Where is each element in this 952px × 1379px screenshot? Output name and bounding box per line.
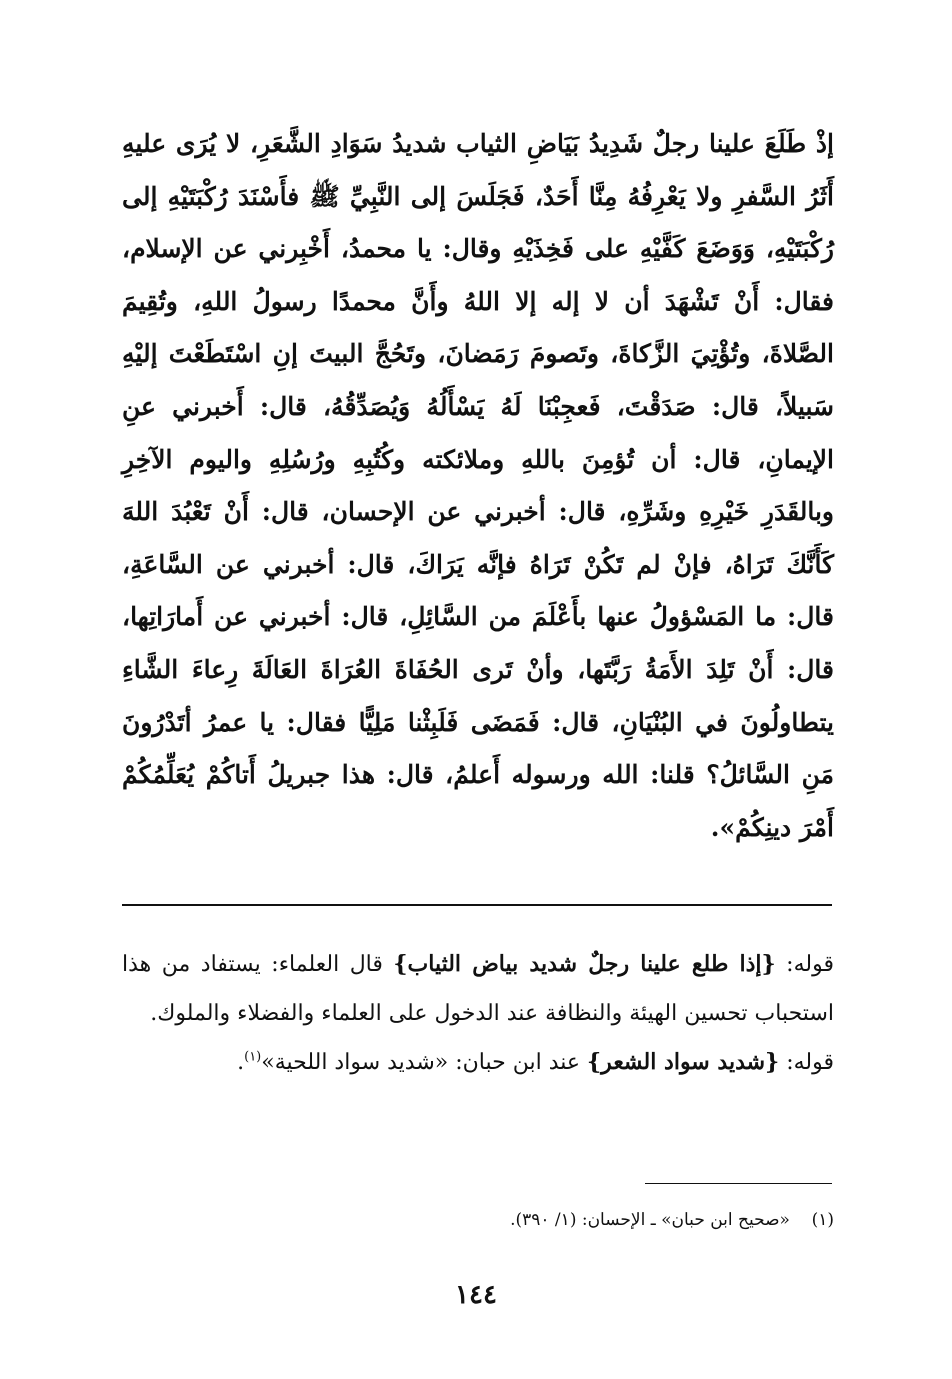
page-number: ١٤٤ <box>455 1280 497 1310</box>
footnote-number: (١) <box>811 1210 834 1230</box>
commentary-paragraph-2 <box>122 1038 834 1087</box>
hadith-text-block <box>122 118 834 854</box>
hadith-paragraph: إذْ طَلَعَ علينا رجلٌ شَدِيدُ بَيَاضِ الثياب شديدُ سَوَادِ الشَّعَرِ، لا يُرَى عليهِ أَثَرُ السَّفرِ ولا يَعْرِفُهُ مِنَّا أَحَدٌ، فَجَلَسَ إلى النَّبِيِّ ﷺ فأَسْنَدَ رُكْبَتَيْهِ إلى رُكْبَتَيْهِ، وَوَضَعَ كَفَّيْهِ على فَخِذَيْهِ وقال: يا محمدُ، أَخْبِرني عن الإسلام، فقال: أَنْ تَشْهَدَ أن لا إله إلا اللهُ وأَنَّ محمدًا رسولُ اللهِ، وتُقِيمَ الصَّلاةَ، وتُؤْتِيَ الزَّكاةَ، وتَصومَ رَمَضانَ، وتَحُجَّ البيتَ إنِ اسْتَطَعْتَ إليْهِ سَبيلاً، قال: صَدَقْتَ، فَعجِبْنَا لَهُ يَسْأَلُهُ وَيُصَدِّقُهُ، قال: أَخبرني عنِ الإيمانِ، قال: أن تُؤمِنَ باللهِ وملائكته وكُتُبِهِ ورُسُلِهِ واليوم الآخِرِ وبالقَدَرِ خَيْرِهِ وشَرِّهِ، قال: أخبرني عن الإحسان، قال: أَنْ تَعْبُدَ اللهَ كَأَنَّكَ تَرَاهُ، فإنْ لم تَكُنْ تَرَاهُ فإنَّه يَرَاكَ، قال: أخبرني عن السَّاعَةِ، قال: ما المَسْؤولُ عنها بأَعْلَمَ من السَّائِلِ، قال: أخبرني عن أَمارَاتِها، قال: أَنْ تَلِدَ الأَمَةُ رَبَّتَها، وأنْ تَرى الحُفَاةَ العُرَاةَ العَالَةَ رِعاءَ الشَّاءِ يتطاولُونَ في البُنْيَانِ، قال: فَمَضَى فَلَبِثْنا مَلِيًّا فقال: يا عمرُ أتَدْرُونَ مَنِ السَّائلُ؟ قلنا: الله ورسوله أَعلمُ، قال: هذا جبريلُ أَتاكُمْ يُعَلِّمُكُمْ أَمْرَ دينِكُمْ». <box>122 129 834 842</box>
commentary-2-quote: {شديد سواد الشعر} <box>587 1049 780 1075</box>
commentary-paragraph-1 <box>122 940 834 1038</box>
commentary-2-end: . <box>237 1050 245 1075</box>
section-divider <box>122 904 832 906</box>
commentary-2-body: عند ابن حبان: «شديد سواد اللحية» <box>261 1050 588 1075</box>
commentary-1-intro: قوله: <box>775 952 834 977</box>
commentary-1-body: قال العلماء: يستفاد من هذا استحباب تحسين الهيئة والنظافة عند الدخول على العلماء والفضلاء والملوك. <box>122 952 834 1026</box>
commentary-2-intro: قوله: <box>779 1050 834 1075</box>
commentary-1-quote: {إذا طلع علينا رجلٌ شديد بياض الثياب} <box>393 951 776 977</box>
footnote-text: «صحيح ابن حبان» ـ الإحسان: (١/ ٣٩٠). <box>510 1210 790 1230</box>
footnote <box>122 1205 834 1235</box>
commentary-block <box>122 940 834 1087</box>
footnote-separator <box>645 1183 832 1184</box>
footnote-reference[interactable]: (١) <box>244 1049 262 1065</box>
